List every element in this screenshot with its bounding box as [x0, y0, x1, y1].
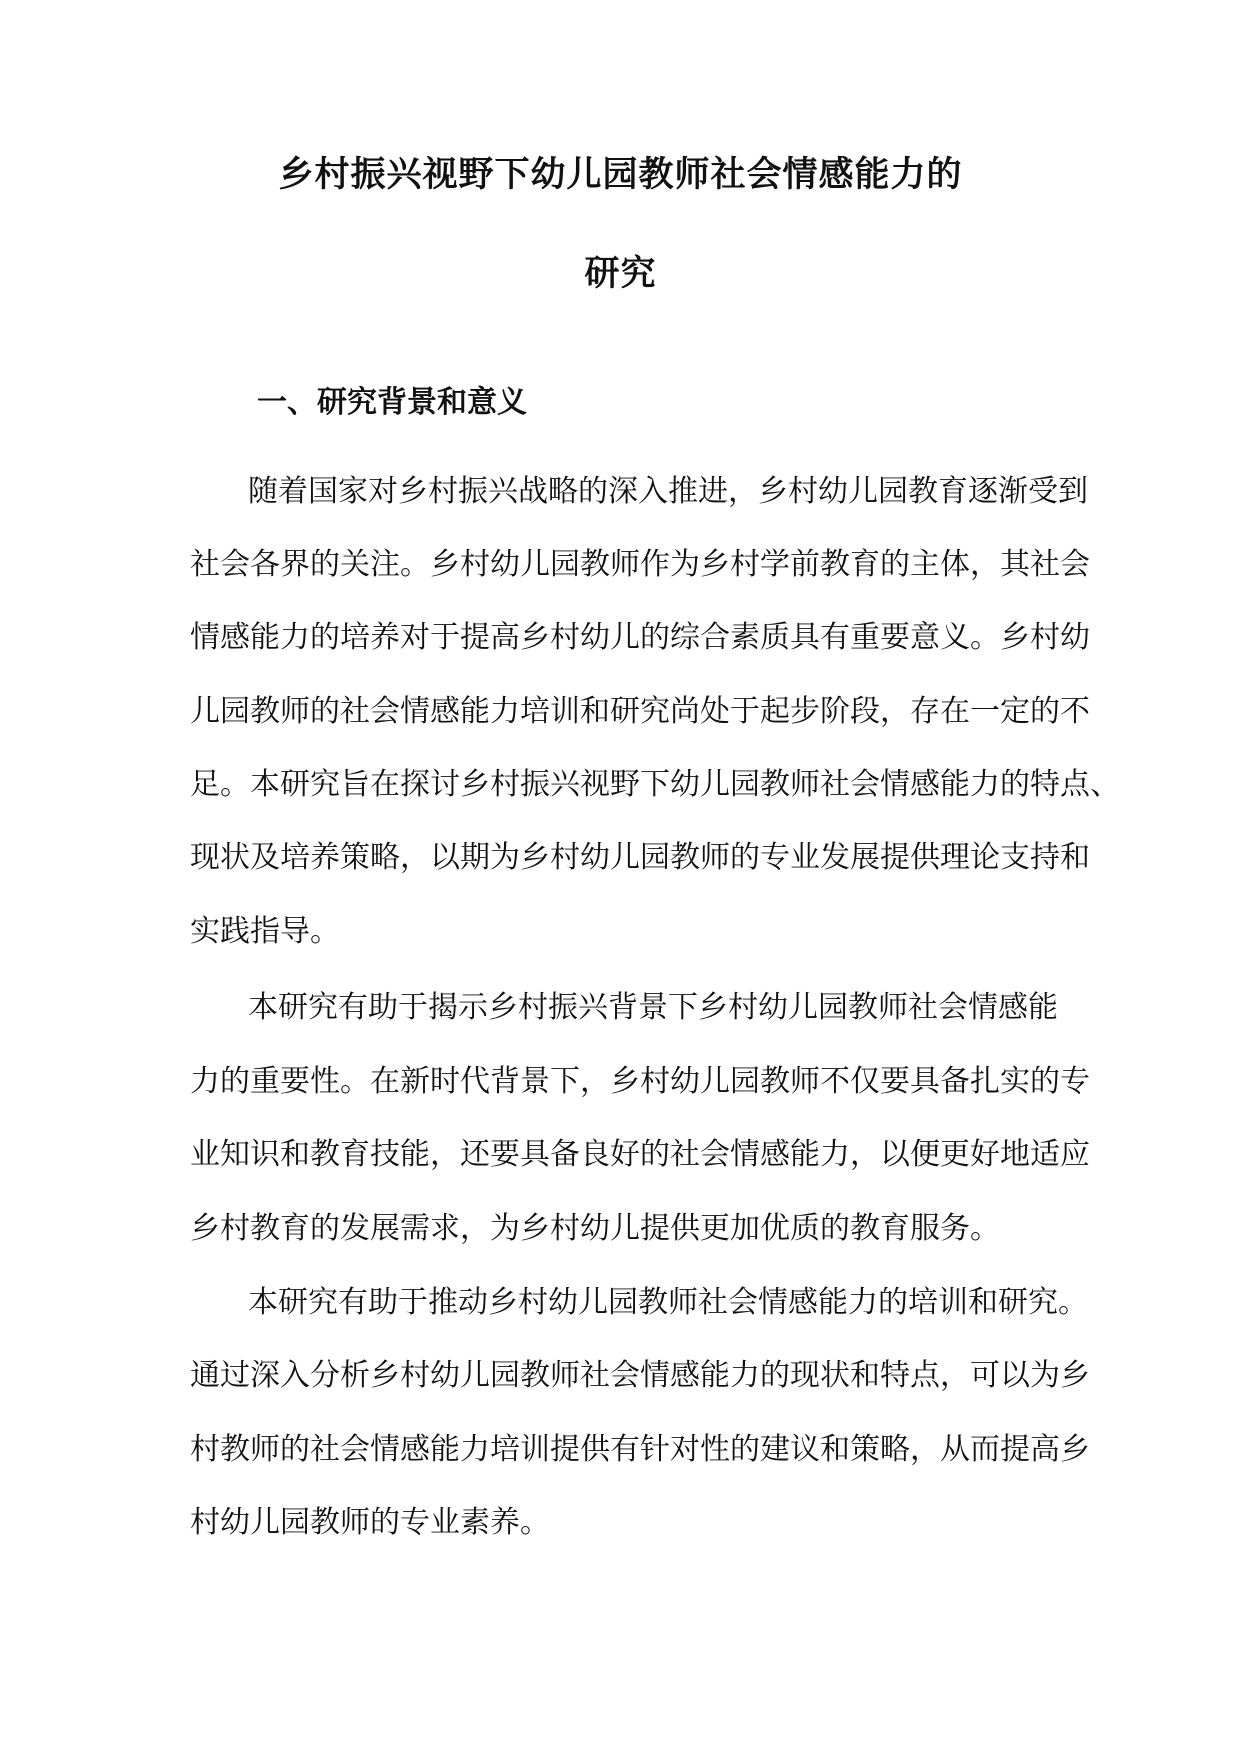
paragraph-line: 乡村教育的发展需求，为乡村幼儿提供更加优质的教育服务。 [190, 1211, 1000, 1246]
paragraph-line: 随着国家对乡村振兴战略的深入推进，乡村幼儿园教育逐渐受到 [248, 474, 1088, 509]
paragraph-line: 现状及培养策略，以期为乡村幼儿园教师的专业发展提供理论支持和 [190, 840, 1090, 875]
document-title-line-2: 研究 [584, 253, 657, 294]
paragraph-line: 通过深入分析乡村幼儿园教师社会情感能力的现状和特点，可以为乡 [190, 1358, 1090, 1393]
section-heading: 一、研究背景和意义 [257, 385, 527, 420]
paragraph-line: 儿园教师的社会情感能力培训和研究尚处于起步阶段，存在一定的不 [190, 694, 1090, 729]
document-title-line-1: 乡村振兴视野下幼儿园教师社会情感能力的 [278, 154, 963, 195]
paragraph-line: 村幼儿园教师的专业素养。 [190, 1505, 550, 1540]
paragraph-line: 情感能力的培养对于提高乡村幼儿的综合素质具有重要意义。乡村幼 [190, 620, 1090, 655]
paragraph-line: 本研究有助于揭示乡村振兴背景下乡村幼儿园教师社会情感能 [248, 990, 1058, 1025]
paragraph-line: 社会各界的关注。乡村幼儿园教师作为乡村学前教育的主体，其社会 [190, 547, 1090, 582]
paragraph-line: 实践指导。 [190, 914, 340, 949]
paragraph-line: 足。本研究旨在探讨乡村振兴视野下幼儿园教师社会情感能力的特点、 [190, 767, 1120, 802]
paragraph-line: 本研究有助于推动乡村幼儿园教师社会情感能力的培训和研究。 [248, 1285, 1088, 1320]
paragraph-line: 村教师的社会情感能力培训提供有针对性的建议和策略，从而提高乡 [190, 1432, 1090, 1467]
paragraph-line: 业知识和教育技能，还要具备良好的社会情感能力，以便更好地适应 [190, 1137, 1090, 1172]
paragraph-line: 力的重要性。在新时代背景下，乡村幼儿园教师不仅要具备扎实的专 [190, 1064, 1090, 1099]
